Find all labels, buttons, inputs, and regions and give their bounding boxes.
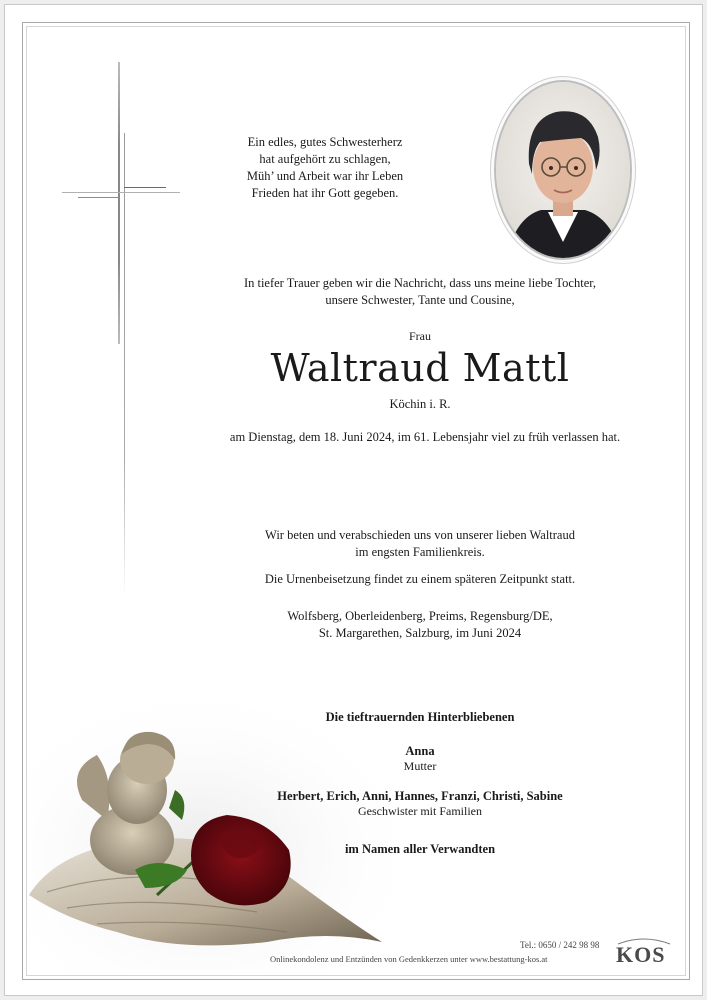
- deceased-occupation: Köchin i. R.: [389, 397, 451, 411]
- mourner-relation: Mutter: [403, 759, 437, 773]
- places-line: Wolfsberg, Oberleidenberg, Preims, Regensburg/DE,: [287, 609, 553, 623]
- funeral-home-phone: Tel.: 0650 / 242 98 98: [520, 940, 600, 950]
- announcement-line: unsere Schwester, Tante und Cousine,: [325, 293, 515, 307]
- farewell-text: [180, 527, 660, 561]
- farewell-line: im engsten Familienkreis.: [355, 545, 485, 559]
- farewell-line: Wir beten und verabschieden uns von unserer lieben Waltraud: [265, 528, 575, 542]
- deceased-name: Waltraud Mattl: [270, 346, 570, 390]
- announcement: [180, 275, 660, 309]
- mourners-title: Die tieftrauernden Hinterbliebenen: [325, 710, 515, 724]
- poem-line: Müh’ und Arbeit war ihr Leben: [246, 169, 404, 183]
- mourner-names: Anna: [405, 744, 435, 758]
- mourners-closing: im Namen aller Verwandten: [344, 842, 496, 856]
- mourner-names: Herbert, Erich, Anni, Hannes, Franzi, Christi, Sabine: [277, 789, 563, 803]
- urn-burial-notice: Die Urnenbeisetzung findet zu einem späteren Zeitpunkt statt.: [264, 572, 576, 586]
- portrait-photo: [494, 80, 632, 260]
- places-line: St. Margarethen, Salzburg, im Juni 2024: [318, 626, 522, 640]
- mourner-relation: Geschwister mit Familien: [358, 804, 482, 818]
- date-of-death-line: am Dienstag, dem 18. Juni 2024, im 61. Lebensjahr viel zu früh verlassen hat.: [229, 430, 621, 444]
- announcement-line: In tiefer Trauer geben wir die Nachricht, dass uns meine liebe Tochter,: [243, 276, 597, 290]
- places-and-date: [180, 608, 660, 642]
- salutation: Frau: [409, 329, 431, 343]
- poem-line: hat aufgehört zu schlagen,: [259, 152, 391, 166]
- memorial-poem: [210, 134, 440, 202]
- logo-text: KOS: [616, 942, 666, 966]
- poem-line: Ein edles, gutes Schwesterherz: [247, 135, 403, 149]
- poem-line: Frieden hat ihr Gott gegeben.: [251, 186, 399, 200]
- funeral-home-logo: [612, 936, 676, 966]
- online-condolence-link[interactable]: Onlinekondolenz und Entzünden von Gedenkkerzen unter www.bestattung-kos.at: [270, 954, 548, 964]
